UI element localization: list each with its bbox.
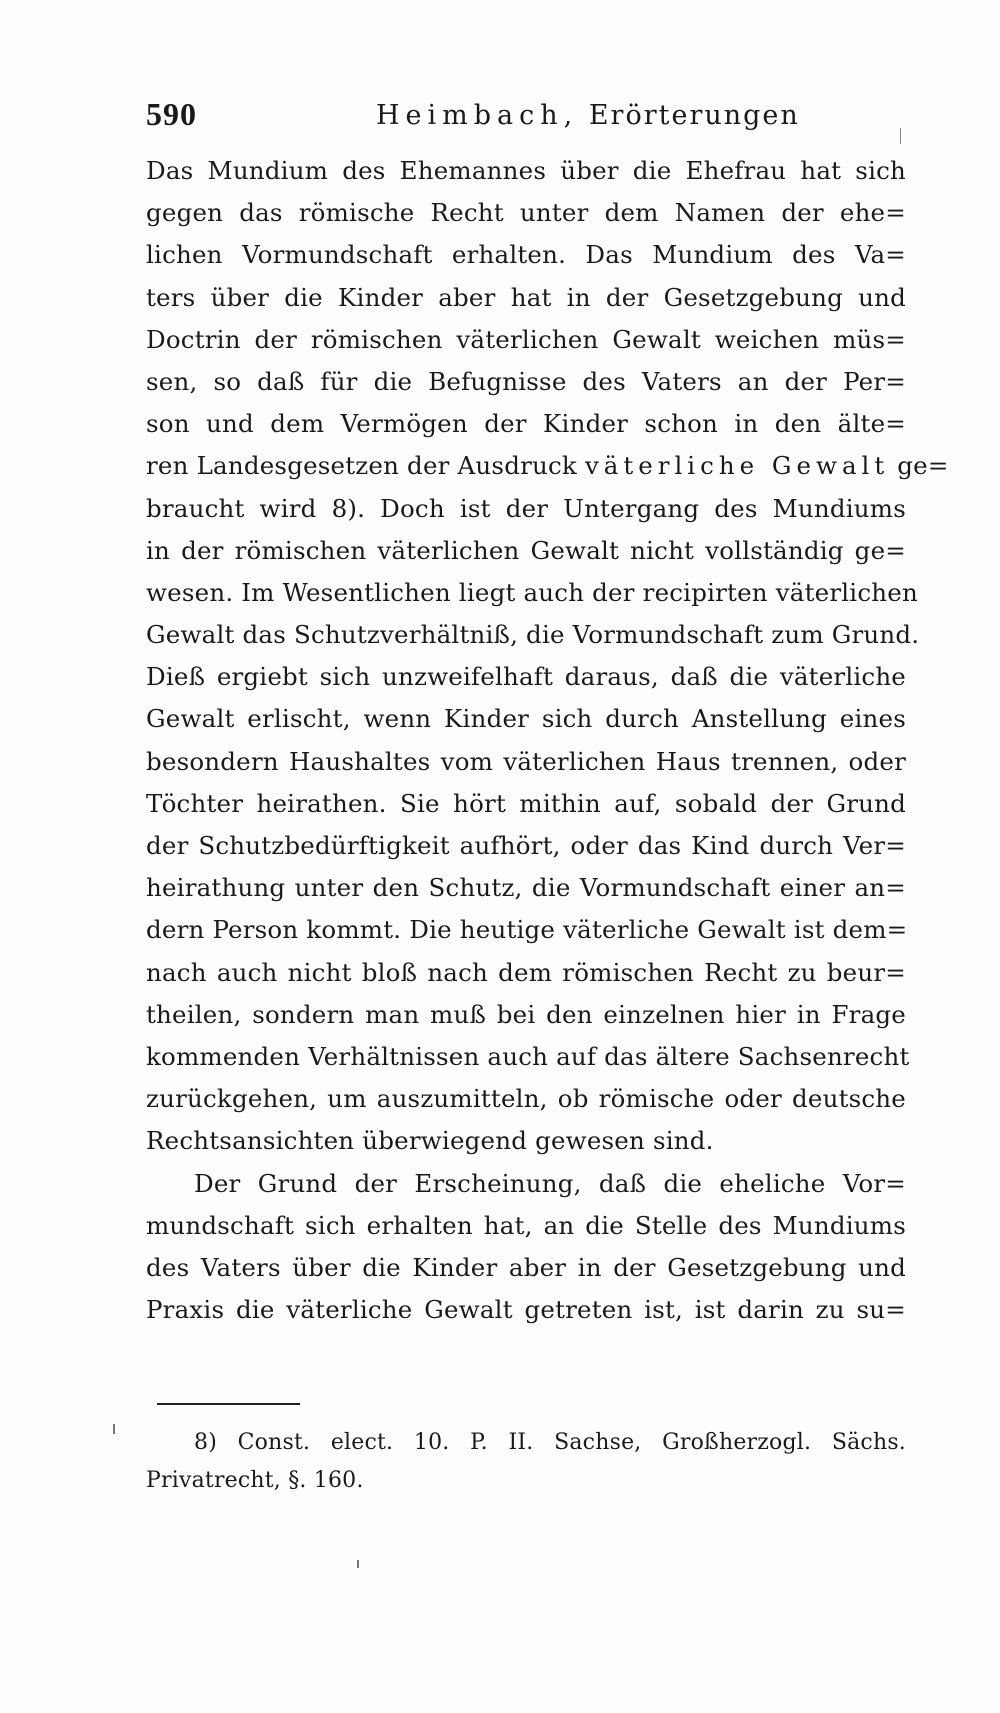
text-line: lichen Vormundschaft erhalten. Das Mundium des Va= [146,240,906,270]
text-line: Töchter heirathen. Sie hört mithin auf, sobald der Grund [146,788,906,818]
text-line: in der römischen väterlichen Gewalt nicht vollständig ge= [146,535,906,565]
text-line: Dieß ergiebt sich unzweifelhaft daraus, daß die väterliche [146,662,906,692]
page-header [146,96,906,136]
page-number: 590 [146,96,197,132]
text-line: Doctrin der römischen väterlichen Gewalt weichen müs= [146,324,906,354]
text-line: Rechtsansichten überwiegend gewesen sind. [146,1126,714,1156]
text-line: kommenden Verhältnissen auch auf das ältere Sachsenrecht [146,1041,910,1071]
footnote-divider [157,1403,300,1405]
text-line: theilen, sondern man muß bei den einzelnen hier in Frage [146,999,906,1029]
text-line: nach auch nicht bloß nach dem römischen Recht zu beur= [146,957,906,987]
running-title-author: Heimbach, [376,100,579,131]
text-line: Gewalt das Schutzverhältniß, die Vormundschaft zum Grund. [146,620,920,650]
margin-mark [900,128,901,144]
text-line: ters über die Kinder aber hat in der Gesetzgebung und [146,282,906,312]
text-line: mundschaft sich erhalten hat, an die Stelle des Mundiums [146,1210,906,1240]
text-line: des Vaters über die Kinder aber in der Gesetzgebung und [146,1252,906,1282]
footnote-line: Privatrecht, §. 160. [146,1468,364,1493]
text-line: son und dem Vermögen der Kinder schon in den älte= [146,409,906,439]
paper-speck [113,1424,115,1434]
text-line: Das Mundium des Ehemannes über die Ehefrau hat sich [146,156,906,185]
text-line: heirathung unter den Schutz, die Vormundschaft einer an= [146,873,906,903]
text-line: Gewalt erlischt, wenn Kinder sich durch Anstellung eines [146,704,906,734]
body-text [146,150,949,1331]
text-line: wesen. Im Wesentlichen liegt auch der recipirten väterlichen [146,577,918,607]
paper-speck [357,1560,359,1568]
text-line: besondern Haushaltes vom väterlichen Haus trennen, oder [146,746,906,776]
running-title [376,100,800,131]
footnote [146,1424,906,1500]
footnote-line: 8) Const. elect. 10. P. II. Sachse, Großherzogl. Sächs. [194,1430,906,1455]
emphasized-term: väterliche Gewalt [584,451,890,481]
text-line: der Schutzbedürftigkeit aufhört, oder das Kind durch Ver= [146,831,906,860]
text-line: Praxis die väterliche Gewalt getreten ist, ist darin zu su= [146,1295,906,1325]
text-line: zurückgehen, um auszumitteln, ob römische oder deutsche [146,1084,906,1114]
text-line: braucht wird 8). Doch ist der Untergang des Mundiums [146,493,906,523]
text-line: Der Grund der Erscheinung, daß die eheliche Vor= [194,1168,906,1198]
text-line: dern Person kommt. Die heutige väterliche Gewalt ist dem= [146,915,908,945]
running-title-rest: Erörterungen [588,100,800,131]
text-line: sen, so daß für die Befugnisse des Vaters an der Per= [146,366,906,396]
text-segment: ren Landesgesetzen der Ausdruck [146,451,577,481]
text-line: gegen das römische Recht unter dem Namen der ehe= [146,198,906,228]
text-segment: ge= [897,451,949,481]
text-line [146,445,949,487]
